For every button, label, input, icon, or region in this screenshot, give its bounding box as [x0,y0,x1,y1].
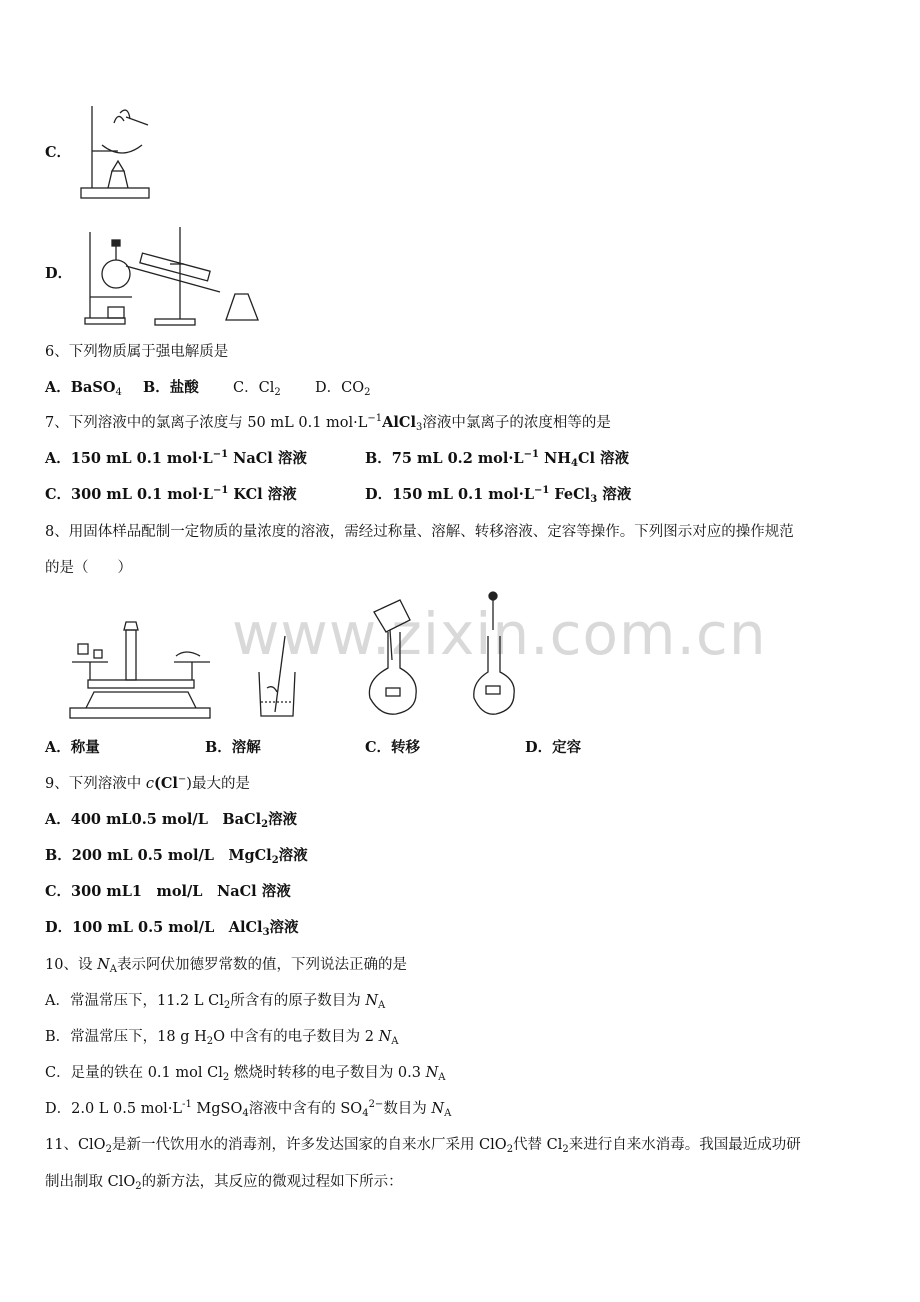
q6-a-sub: 4 [115,387,122,398]
q10-d-post: 数目为 [383,1101,432,1117]
q7-option-a [45,447,307,468]
q9-c-pre: C．300 mL1 mol/L NaCl 溶液 [45,883,291,900]
q7-b-pre: B．75 mL 0.2 mol·L [365,450,524,467]
q6-option-a [45,376,122,398]
q10-option-b [45,1025,399,1047]
q9-option-c [45,880,291,901]
q11-l1-s3: 2 [562,1144,569,1155]
q7-stem-sub: 3 [415,422,423,433]
q8-option-a: A．称量 [45,739,100,756]
q7-c-sup: −1 [212,485,229,496]
q10-d-mid: MgSO [191,1101,243,1117]
q10-stem [45,953,407,975]
q10-stem-pre: 10、设 [45,957,98,973]
q6-c-sub: 2 [274,387,281,398]
q10-c-sub: 2 [222,1072,230,1083]
q11-l1-s1: 2 [105,1144,112,1155]
q10-stem-post: 表示阿伏加德罗常数的值，下列说法正确的是 [116,957,407,973]
q8-option-c: C．转移 [365,739,421,756]
q8-option-b: B．溶解 [205,739,261,756]
q7-d-pre: D．150 mL 0.1 mol·L [365,486,535,503]
q5-option-c-label: C． [45,144,72,161]
q6-stem: 6、下列物质属于强电解质是 [45,344,229,360]
q9-b-pre: B．200 mL 0.5 mol/L MgCl [45,847,272,864]
q10-d-mid2: 溶液中含有的 SO [248,1101,363,1117]
q10-option-a [45,989,385,1011]
q10-b-post: O 中含有的电子数目为 2 [213,1029,379,1045]
q9-stem-post: )最大的是 [186,776,250,792]
q7-stem-sup: −1 [367,413,383,424]
q10-b-pre: B．常温常压下，18 g H [45,1029,207,1045]
q9-option-a [45,808,297,830]
q10-d-na-sub: A [444,1108,452,1119]
volumetric-flask-transfer-figure [360,590,430,720]
q11-line2 [45,1170,403,1192]
q8-option-d: D．定容 [525,739,582,756]
q10-a-na: N [365,993,379,1009]
q9-d-sub: 3 [262,927,270,938]
q10-a-pre: A．常温常压下，11.2 L Cl [45,993,224,1009]
q9-b-post: 溶液 [278,847,308,864]
q9-a-pre: A．400 mL0.5 mol/L BaCl [45,811,262,828]
q7-option-b [365,447,629,469]
q10-stem-nsub: A [109,964,117,975]
q6-option-d [315,376,370,398]
q9-d-pre: D．100 mL 0.5 mol/L AlCl [45,919,263,936]
q10-stem-n: N [97,957,110,973]
q11-line1 [45,1133,801,1155]
q10-b-na-sub: A [391,1036,399,1047]
q7-a-sup: −1 [212,449,229,460]
q7-a-pre: A．150 mL 0.1 mol·L [45,450,213,467]
q7-d-sup: −1 [534,485,550,496]
q10-d-sub2: 4 [362,1108,369,1119]
q6-option-c [233,376,281,398]
q10-option-c [45,1061,446,1083]
q10-c-na-sub: A [438,1072,446,1083]
q10-d-pre: D．2.0 L 0.5 mol·L [45,1101,183,1117]
q7-d-post: 溶液 [597,486,632,503]
q10-c-na: N [425,1065,439,1081]
distillation-apparatus-figure [80,222,262,327]
q10-b-na: N [378,1029,392,1045]
beaker-stirring-figure [255,632,300,722]
q8-stem-line1: 8、用固体样品配制一定物质的量浓度的溶液，需经过称量、溶解、转移溶液、定容等操作。下列图示对应的操作规范 [45,524,794,540]
q10-a-sub: 2 [223,1000,231,1011]
q7-d-sub: 3 [590,494,598,505]
q7-stem-pre: 7、下列溶液中的氯离子浓度与 50 mL 0.1 mol·L [45,415,368,431]
balance-scale-figure [66,620,216,720]
q8-stem-line2: 的是（ ） [45,560,132,576]
q9-stem-c: c [145,776,154,792]
q11-l1-mid: 是新一代饮用水的消毒剂，许多发达国家的自来水厂采用 ClO [111,1137,507,1153]
q9-d-post: 溶液 [269,919,299,936]
q6-b-text: B．盐酸 [143,379,199,396]
q11-l1-post: 来进行自来水消毒。我国最近成功研 [568,1137,801,1153]
q9-a-post: 溶液 [268,811,298,828]
q9-option-b [45,844,308,866]
q6-d-sub: 2 [364,387,371,398]
q6-option-b [143,376,199,397]
volumetric-flask-fixing-volume-figure [468,590,523,720]
q9-stem-mid: (Cl [153,775,178,792]
q9-stem-sup: − [177,774,187,785]
evaporation-apparatus-figure [78,103,158,203]
q7-stem-post: 溶液中氯离子的浓度相等的是 [422,415,611,431]
q10-a-post: 所含有的原子数目为 [230,993,366,1009]
q10-d-sub: 4 [242,1108,249,1119]
q11-l2-post: 的新方法，其反应的微观过程如下所示： [141,1174,403,1190]
q9-option-d [45,916,299,938]
q7-c-post: KCl 溶液 [228,486,297,503]
q11-l2-s1: 2 [135,1181,142,1192]
watermark: www.zixin.com.cn [232,600,767,668]
q7-option-d [365,483,631,505]
q10-c-pre: C．足量的铁在 0.1 mol Cl [45,1065,223,1081]
q10-c-post: 燃烧时转移的电子数目为 0.3 [229,1065,426,1081]
q9-stem-pre: 9、下列溶液中 [45,776,146,792]
q6-c-text: C．Cl [233,380,275,396]
q7-b-sub: 4 [570,458,578,469]
q11-l1-pre: 11、ClO [45,1137,106,1153]
q7-stem-mid: AlCl [382,414,416,431]
q11-l2-pre: 制出制取 ClO [45,1174,136,1190]
q7-b-post: Cl 溶液 [577,450,630,467]
q7-option-c [45,483,297,504]
q10-a-na-sub: A [378,1000,386,1011]
q7-stem [45,411,611,433]
q9-stem [45,772,250,793]
q9-b-sub: 2 [271,855,279,866]
q10-d-na: N [431,1101,445,1117]
q10-d-sup2: 2− [368,1099,384,1110]
q7-b-sup: −1 [523,449,539,460]
q9-a-sub: 2 [261,819,269,830]
q11-l1-mid2: 代替 Cl [513,1137,563,1153]
q6-a-text: A．BaSO [45,379,116,396]
q7-c-pre: C．300 mL 0.1 mol·L [45,486,213,503]
q11-l1-s2: 2 [506,1144,514,1155]
q6-d-text: D．CO [315,380,365,396]
q7-d-mid: FeCl [549,486,591,503]
q5-option-d-label: D． [45,265,73,282]
q10-b-sub: 2 [206,1036,214,1047]
q10-d-sup: -1 [182,1099,192,1110]
q7-b-mid: NH [538,450,571,467]
q7-a-post: NaCl 溶液 [228,450,307,467]
q10-option-d [45,1097,451,1119]
